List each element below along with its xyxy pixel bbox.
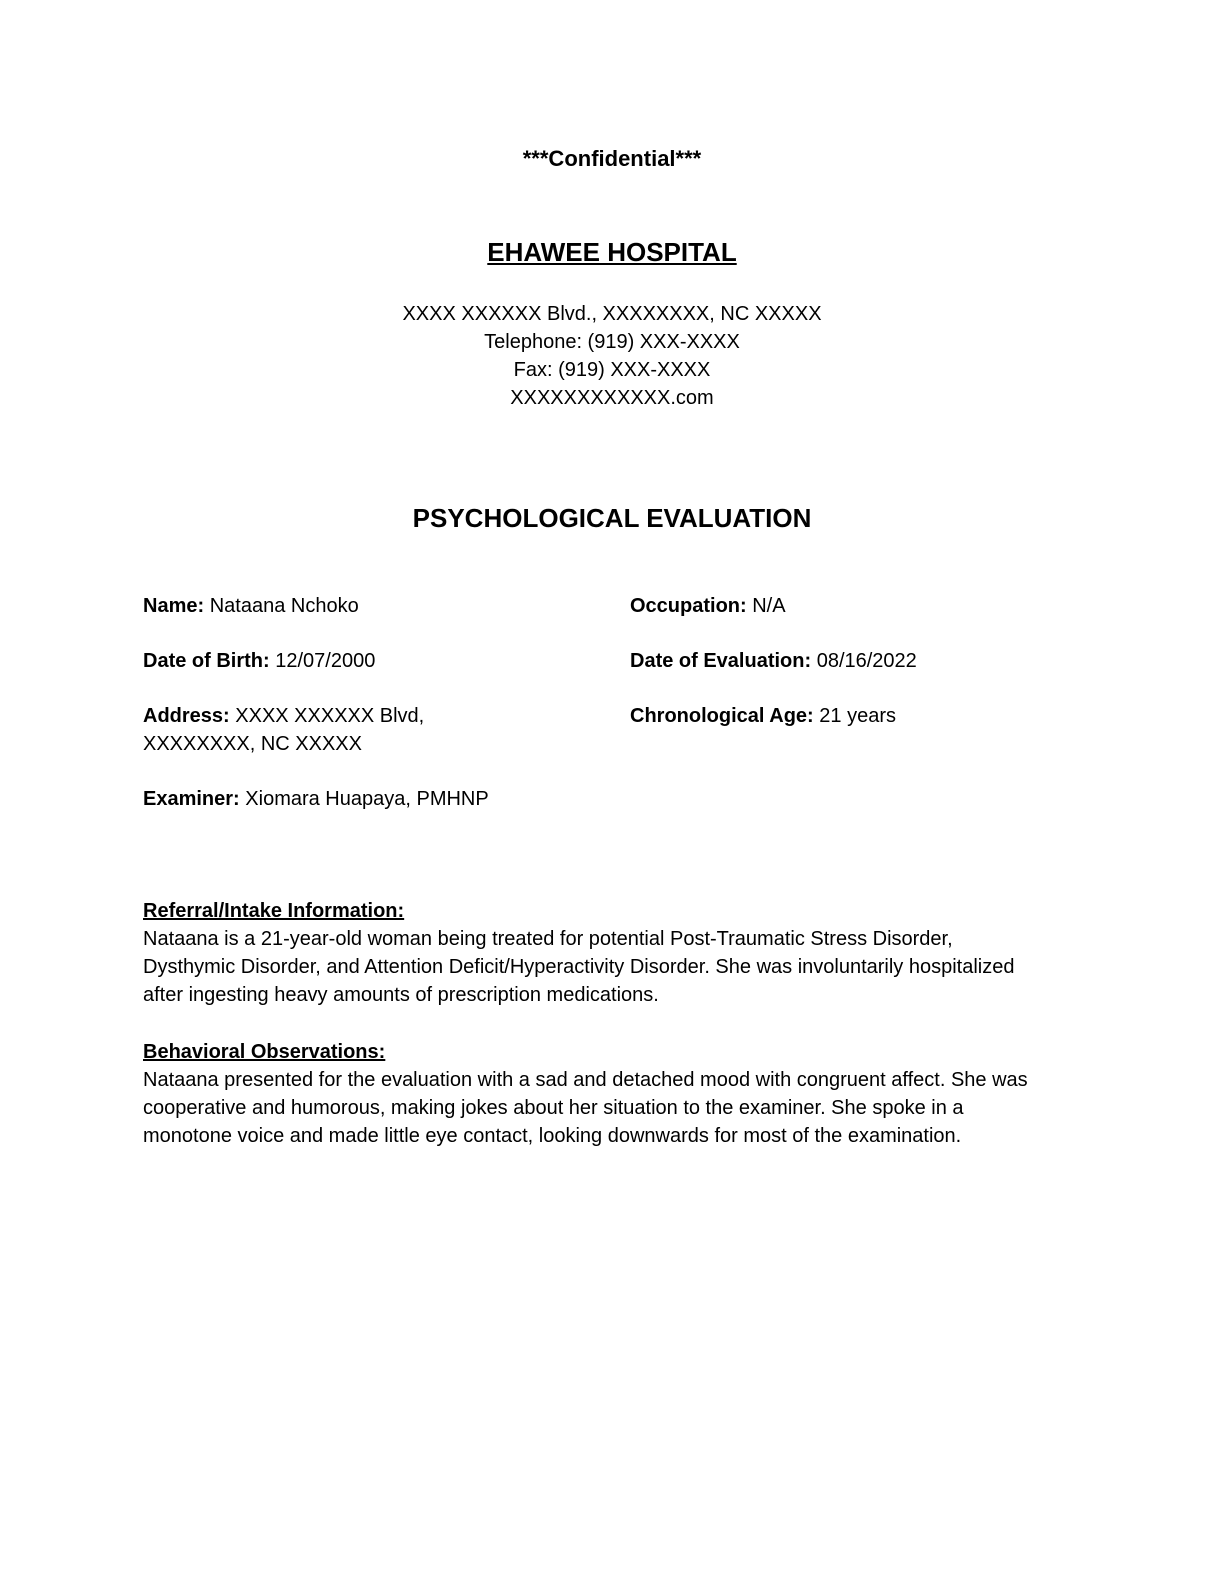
field-name-label: Name: — [143, 595, 205, 617]
field-chronological-age-value: 21 years — [819, 705, 896, 727]
section-referral-heading: Referral/Intake Information: — [143, 900, 405, 922]
hospital-address: XXXX XXXXXX Blvd., XXXXXXXX, NC XXXXX — [402, 303, 822, 325]
field-date-of-evaluation-label: Date of Evaluation: — [630, 650, 812, 672]
section-behavioral-body: Nataana presented for the evaluation with a sad and detached mood with congruent affect. She was cooperative and humorous, making jokes about her situation to the examiner. She spoke in a monotone voice and made little eye contact, looking downwards for most of the examination. — [143, 1069, 1028, 1147]
patient-info-grid — [143, 592, 1224, 813]
report-sections — [143, 897, 1031, 1150]
section-referral-intake — [143, 897, 1031, 1009]
field-chronological-age-label: Chronological Age: — [630, 705, 814, 727]
hospital-telephone: Telephone: (919) XXX-XXXX — [484, 331, 740, 353]
field-date-of-birth — [143, 647, 630, 675]
field-examiner-value: Xiomara Huapaya, PMHNP — [245, 788, 489, 810]
confidential-notice: ***Confidential*** — [522, 146, 702, 171]
field-occupation-value: N/A — [752, 595, 786, 617]
hospital-contact-block — [0, 300, 1224, 412]
section-behavioral-heading: Behavioral Observations: — [143, 1041, 386, 1063]
field-date-of-evaluation — [630, 647, 1070, 675]
hospital-fax: Fax: (919) XXX-XXXX — [513, 359, 711, 381]
field-address-value-line1: XXXX XXXXXX Blvd, — [235, 705, 425, 727]
field-address-label: Address: — [143, 705, 230, 727]
field-empty-cell — [630, 785, 1070, 813]
section-referral-body: Nataana is a 21-year-old woman being treated for potential Post-Traumatic Stress Disorder, Dysthymic Disorder, and Attention Deficit/Hyperactivity Disorder. She was involuntarily hospitalized after ingesting heavy amounts of prescription medications. — [143, 928, 1015, 1006]
field-chronological-age — [630, 702, 1070, 758]
field-occupation — [630, 592, 1070, 620]
field-address — [143, 702, 630, 758]
field-occupation-label: Occupation: — [630, 595, 747, 617]
field-examiner-label: Examiner: — [143, 788, 240, 810]
hospital-name: EHAWEE HOSPITAL — [487, 237, 737, 267]
hospital-website: XXXXXXXXXXXX.com — [510, 387, 714, 409]
field-date-of-birth-label: Date of Birth: — [143, 650, 270, 672]
field-date-of-evaluation-value: 08/16/2022 — [816, 650, 917, 672]
field-name-value: Nataana Nchoko — [209, 595, 359, 617]
field-address-value-line2: XXXXXXXX, NC XXXXX — [143, 733, 362, 755]
document-title: PSYCHOLOGICAL EVALUATION — [412, 503, 812, 533]
field-name — [143, 592, 630, 620]
field-date-of-birth-value: 12/07/2000 — [275, 650, 376, 672]
section-behavioral-observations — [143, 1038, 1031, 1150]
field-examiner — [143, 785, 630, 813]
